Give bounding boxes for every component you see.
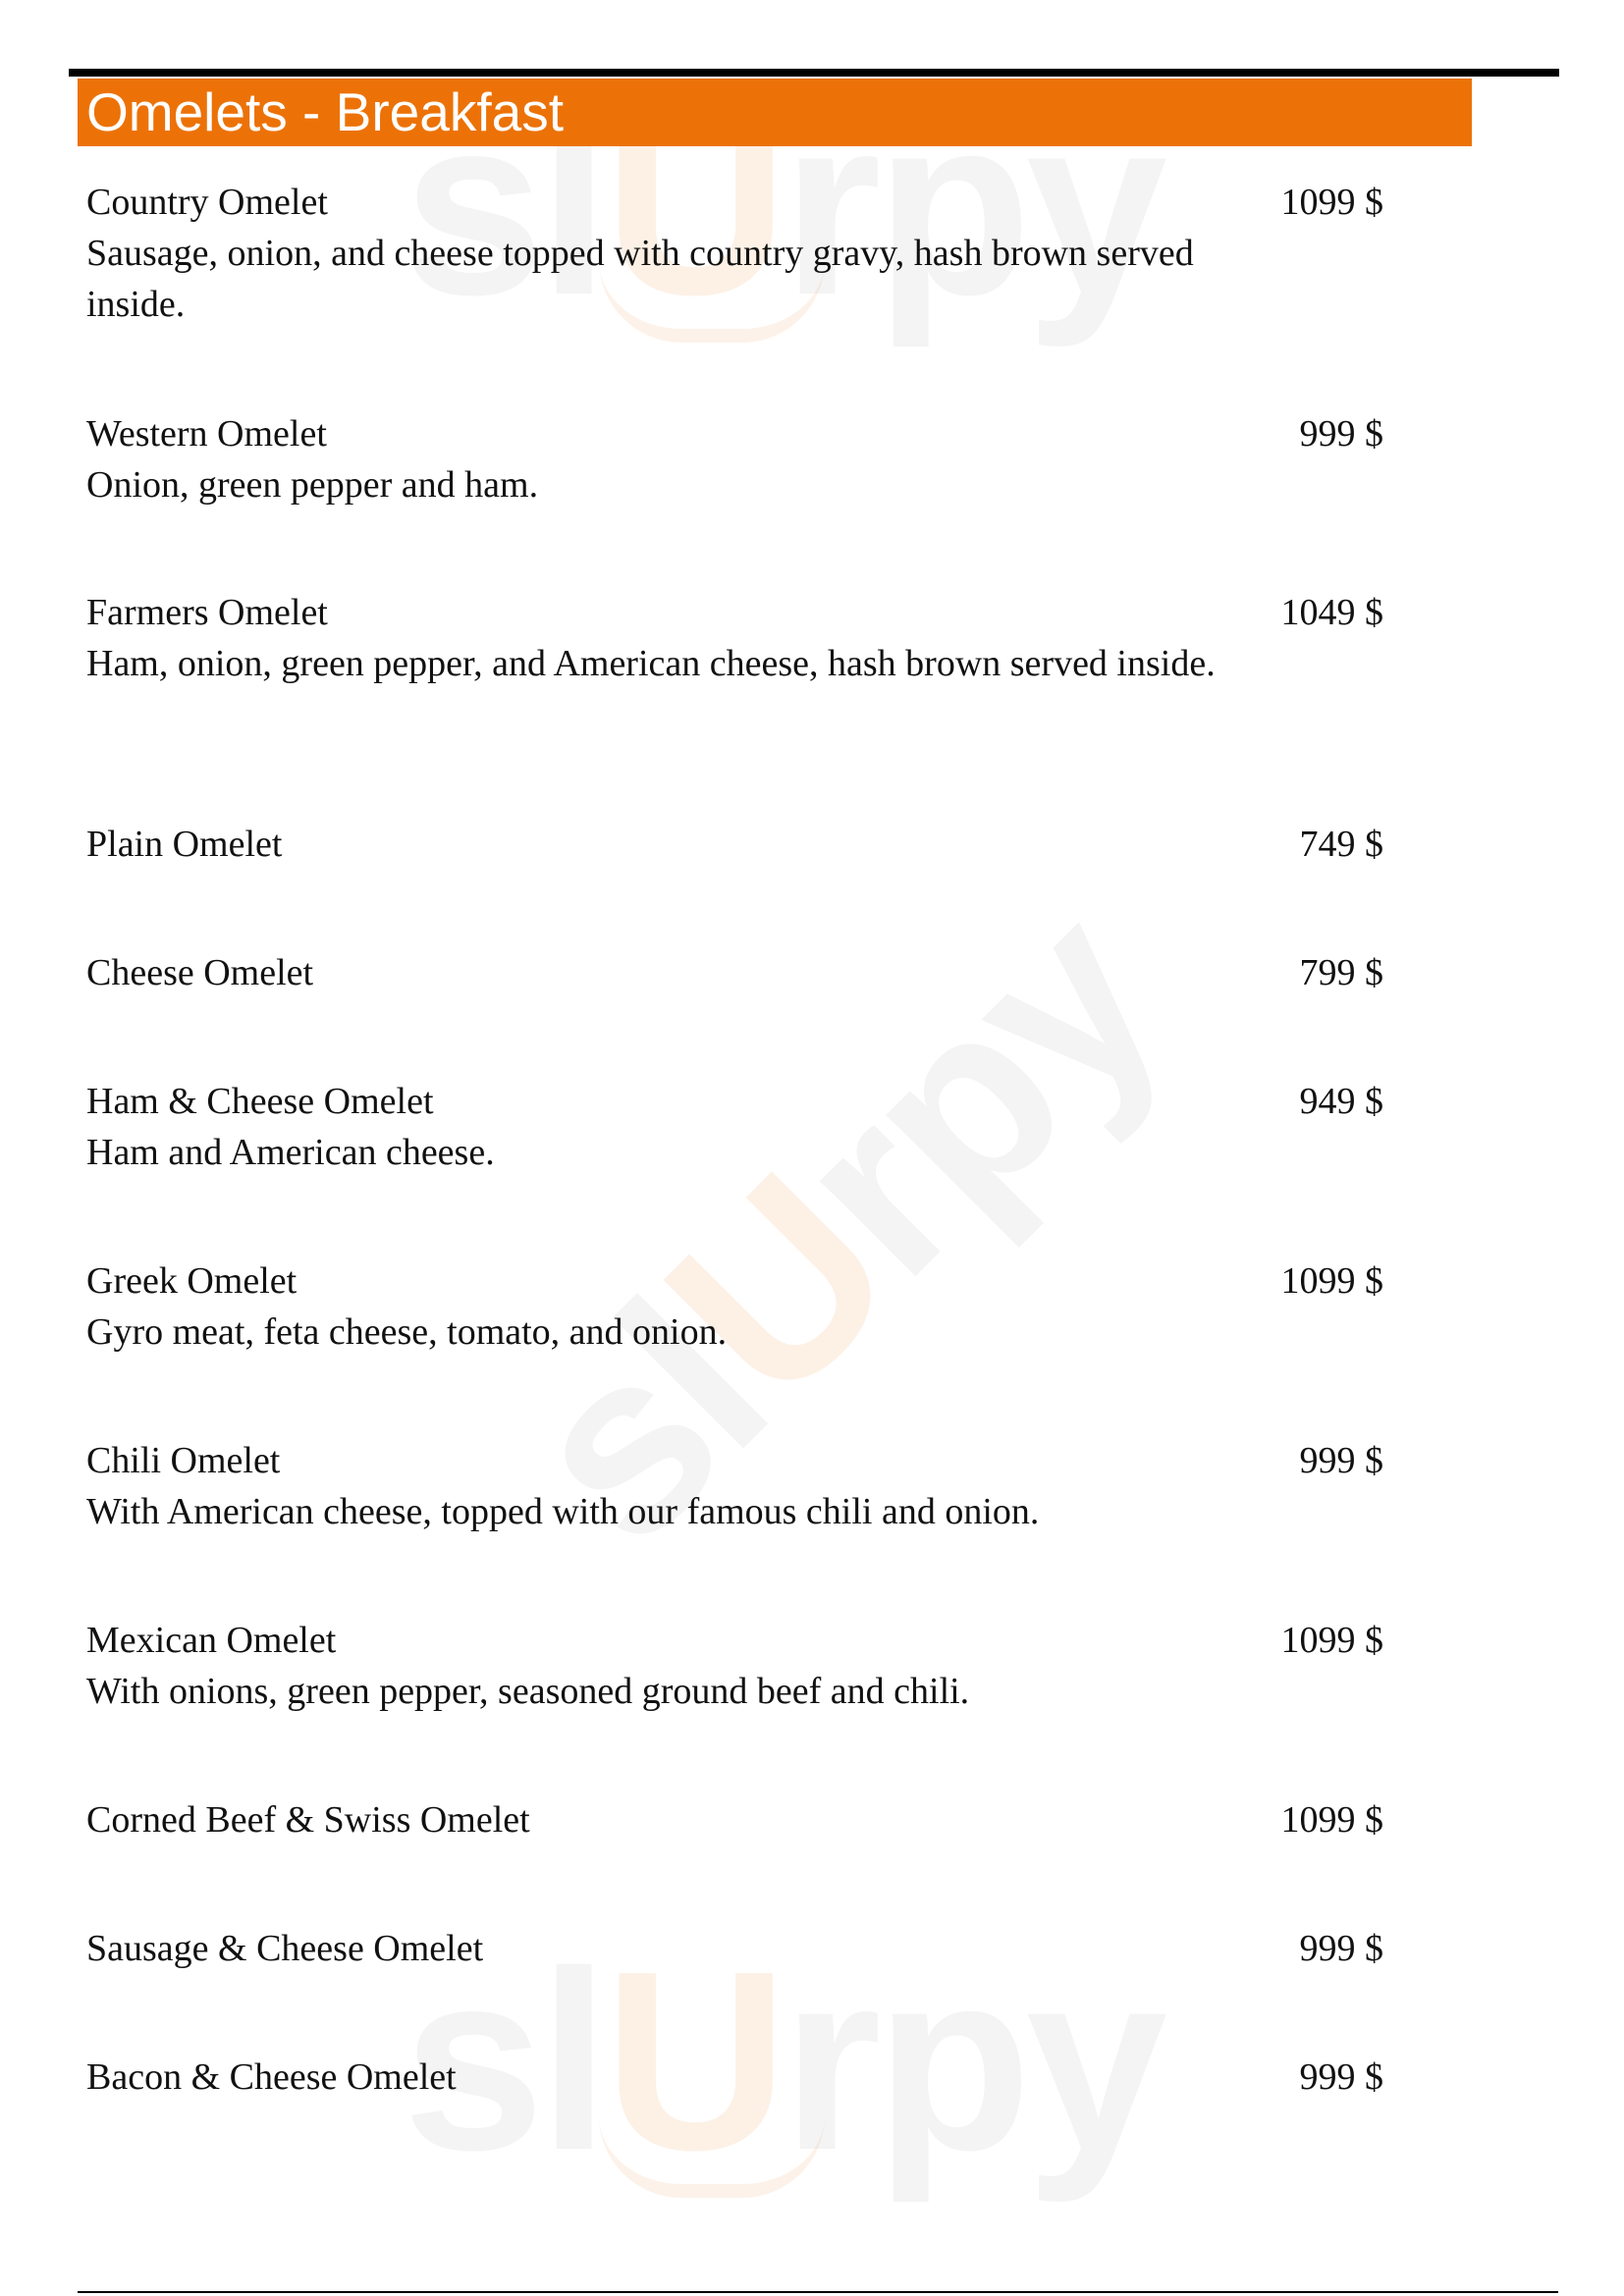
item-name: Country Omelet — [86, 182, 328, 223]
watermark-logo: U — [603, 1919, 783, 2204]
menu-item — [86, 947, 1392, 998]
menu-item — [86, 177, 1392, 330]
menu-item — [86, 1076, 1392, 1178]
item-description: Onion, green pepper and ham. — [86, 464, 539, 506]
item-price: 1099 $ — [1280, 1620, 1383, 1661]
item-name: Sausage & Cheese Omelet — [86, 1928, 484, 1969]
item-description: Gyro meat, feta cheese, tomato, and onion. — [86, 1311, 728, 1353]
item-name: Bacon & Cheese Omelet — [86, 2056, 457, 2098]
item-name: Ham & Cheese Omelet — [86, 1081, 434, 1122]
section-header — [78, 79, 1472, 146]
item-price: 999 $ — [1299, 1928, 1383, 1969]
menu-item — [86, 1794, 1392, 1845]
menu-item — [86, 2052, 1392, 2103]
item-price: 999 $ — [1299, 2056, 1383, 2098]
menu-item — [86, 1255, 1392, 1358]
item-price: 949 $ — [1299, 1081, 1383, 1122]
item-name: Western Omelet — [86, 413, 327, 454]
item-price: 1049 $ — [1280, 592, 1383, 633]
menu-item — [86, 1923, 1392, 1974]
item-price: 1099 $ — [1280, 1799, 1383, 1841]
item-price: 1099 $ — [1280, 182, 1383, 223]
item-name: Cheese Omelet — [86, 952, 314, 993]
watermark-logo: U — [603, 64, 783, 348]
section-title: Omelets - Breakfast — [86, 81, 564, 142]
item-description: Ham and American cheese. — [86, 1132, 495, 1173]
item-price: 1099 $ — [1280, 1260, 1383, 1302]
menu-item — [86, 1435, 1392, 1537]
top-rule — [69, 69, 1559, 77]
item-name: Chili Omelet — [86, 1440, 281, 1481]
item-description: Ham, onion, green pepper, and American cheese, hash brown served inside. — [86, 643, 1216, 684]
menu-item — [86, 1615, 1392, 1717]
menu-item — [86, 819, 1392, 870]
item-name: Mexican Omelet — [86, 1620, 337, 1661]
item-price: 799 $ — [1299, 952, 1383, 993]
item-price: 749 $ — [1299, 824, 1383, 865]
item-name: Farmers Omelet — [86, 592, 328, 633]
watermark-swoosh — [599, 2115, 825, 2198]
item-description: Sausage, onion, and cheese topped with country gravy, hash brown served inside. — [86, 233, 1194, 325]
item-description: With onions, green pepper, seasoned ground beef and chili. — [86, 1671, 970, 1712]
menu-item — [86, 408, 1392, 510]
item-price: 999 $ — [1299, 413, 1383, 454]
item-name: Plain Omelet — [86, 824, 283, 865]
item-description: With American cheese, topped with our famous chili and onion. — [86, 1491, 1040, 1532]
watermark-logo: U — [614, 1126, 943, 1455]
item-price: 999 $ — [1299, 1440, 1383, 1481]
menu-item — [86, 587, 1392, 689]
item-name: Greek Omelet — [86, 1260, 298, 1302]
bottom-rule — [78, 2291, 1558, 2293]
item-name: Corned Beef & Swiss Omelet — [86, 1799, 530, 1841]
